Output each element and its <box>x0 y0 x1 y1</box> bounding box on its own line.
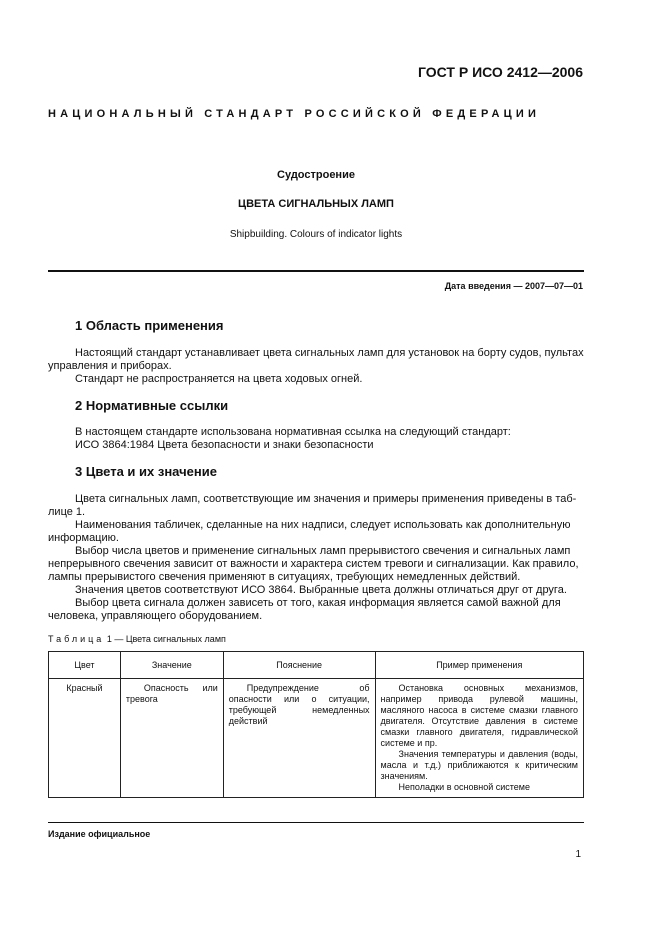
cell-example <box>375 679 583 798</box>
section-1-body <box>48 347 584 386</box>
document-title: ЦВЕТА СИГНАЛЬНЫХ ЛАМП <box>238 198 394 210</box>
section-3-para-3-line-2: непрерывного свечения зависит от важности и характера систем тревоги и сигнализации. Как правило, <box>48 558 579 570</box>
standard-code: ГОСТ Р ИСО 2412—2006 <box>418 64 583 80</box>
table-header-explanation: Пояснение <box>223 652 375 679</box>
section-2-heading: 2 Нормативные ссылки <box>75 398 229 413</box>
cell-color: Красный <box>49 679 121 798</box>
cell-explanation <box>223 679 375 798</box>
section-3-para-1-line-1: Цвета сигнальных ламп, соответствующие им значения и примеры применения приведены в таб- <box>75 493 577 505</box>
section-1-para-1-line-1: Настоящий стандарт устанавливает цвета сигнальных ламп для установок на борту судов, пультах <box>75 347 584 359</box>
section-3-para-4: Значения цветов соответствуют ИСО 3864. Выбранные цвета должны отличаться друг от друга. <box>75 584 567 596</box>
footer-divider <box>48 822 584 823</box>
cell-meaning-text: Опасность или тревога <box>125 683 218 704</box>
table-caption-label: Таблица <box>48 634 105 644</box>
table-caption <box>48 634 226 644</box>
cell-example-para-1: Остановка основных механизмов, например привода рулевой машины, масляного насоса в системе смазки главного двигателя. Отсутствие давления в системе смазки главного двигателя, гидравлической системе и пр. <box>380 683 578 748</box>
section-3-para-5-line-2: человека, управляющего оборудованием. <box>48 610 263 622</box>
signal-colors-table <box>48 651 584 798</box>
section-1-para-1-line-2: управления и приборах. <box>48 360 172 372</box>
section-3-para-1-line-2: лице 1. <box>48 506 86 518</box>
section-1-heading: 1 Область применения <box>75 318 224 333</box>
document-title-en: Shipbuilding. Colours of indicator lights <box>229 229 403 240</box>
table-caption-text: 1 — Цвета сигнальных ламп <box>106 634 226 644</box>
cell-example-para-3: Неполадки в основной системе <box>398 782 531 792</box>
section-3-body <box>48 493 584 623</box>
page-number: 1 <box>575 849 581 860</box>
table-header-color: Цвет <box>49 652 121 679</box>
section-3-para-2-line-1: Наименования табличек, сделанные на них надписи, следует использовать как дополнительную <box>75 519 571 531</box>
header-divider <box>48 270 584 272</box>
table-header-meaning: Значение <box>120 652 223 679</box>
national-standard-banner: НАЦИОНАЛЬНЫЙ СТАНДАРТ РОССИЙСКОЙ ФЕДЕРАЦИИ <box>48 108 541 120</box>
cell-explanation-text: Предупреждение об опасности или о ситуации, требующей немедленных действий <box>228 683 370 726</box>
section-2-body <box>48 426 584 452</box>
section-2-para-2: ИСО 3864:1984 Цвета безопасности и знаки безопасности <box>75 439 374 451</box>
table-row <box>49 679 584 798</box>
section-3-para-3-line-3: лампы прерывистого свечения применяют в ситуациях, требующих немедленных действий. <box>48 571 521 583</box>
intro-date: Дата введения — 2007—07—01 <box>444 281 583 291</box>
edition-note: Издание официальное <box>48 829 151 839</box>
table-header-example: Пример применения <box>375 652 583 679</box>
section-3-para-2-line-2: информацию. <box>48 532 119 544</box>
cell-meaning <box>120 679 223 798</box>
section-3-heading: 3 Цвета и их значение <box>75 464 217 479</box>
document-subject: Судостроение <box>277 169 355 181</box>
table-header-row <box>49 652 584 679</box>
cell-example-para-2: Значения температуры и давления (воды, масла и т.д.) приближаются к критическим значениям. <box>380 749 578 781</box>
section-3-para-3-line-1: Выбор числа цветов и применение сигнальных ламп прерывистого свечения и сигнальных ламп <box>75 545 571 557</box>
section-3-para-5-line-1: Выбор цвета сигнала должен зависеть от того, какая информация является самой важной для <box>75 597 561 609</box>
section-1-para-2: Стандарт не распространяется на цвета ходовых огней. <box>75 373 363 385</box>
section-2-para-1: В настоящем стандарте использована нормативная ссылка на следующий стандарт: <box>75 426 511 438</box>
